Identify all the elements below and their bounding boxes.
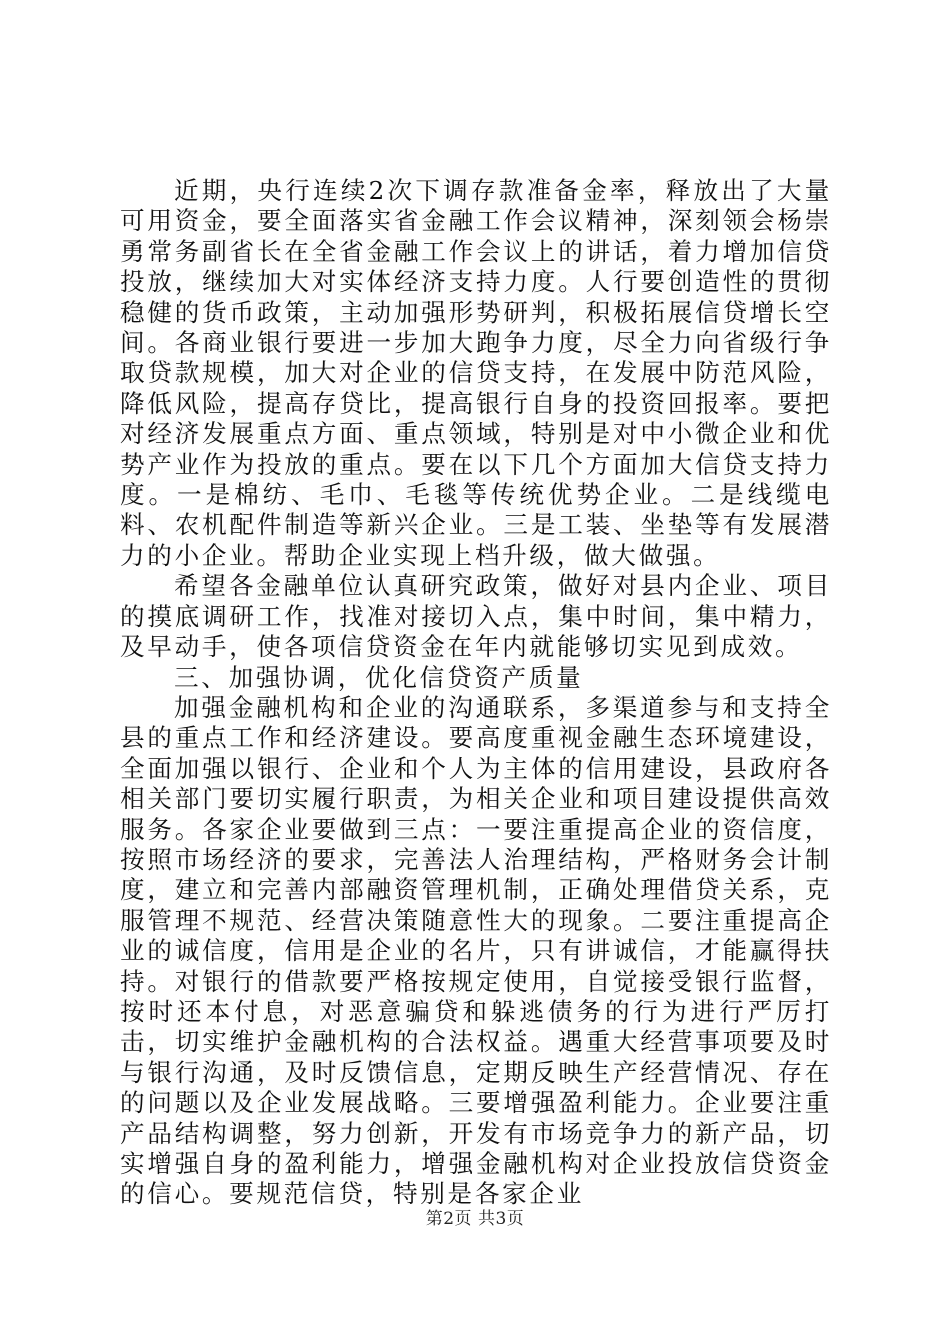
page-footer: 第2页 共3页 xyxy=(425,1209,525,1229)
paragraph-research-policy: 希望各金融单位认真研究政策，做好对县内企业、项目的摸底调研工作，找准对接切入点，集中时间，集中精力，及早动手，使各项信贷资金在年内就能够切实见到成效。 xyxy=(120,571,832,662)
paragraph-credit-support: 近期，央行连续2次下调存款准备金率，释放出了大量可用资金，要全面落实省金融工作会议精神，深刻领会杨崇勇常务副省长在全省金融工作会议上的讲话，着力增加信贷投放，继续加大对实体经济支持力度。人行要创造性的贯彻稳健的货币政策，主动加强形势研判，积极拓展信贷增长空间。各商业银行要进一步加大跑争力度，尽全力向省级行争取贷款规模，加大对企业的信贷支持，在发展中防范风险，降低风险，提高存贷比，提高银行自身的投资回报率。要把对经济发展重点方面、重点领域，特别是对中小微企业和优势产业作为投放的重点。要在以下几个方面加大信贷支持力度。一是棉纺、毛巾、毛毯等传统优势企业。二是线缆电料、农机配件制造等新兴企业。三是工装、坐垫等有发展潜力的小企业。帮助企业实现上档升级，做大做强。 xyxy=(120,176,832,570)
section-heading: 三、加强协调，优化信贷资产质量 xyxy=(174,662,584,692)
document-body xyxy=(120,176,832,1210)
paragraph-coordination: 加强金融机构和企业的沟通联系，多渠道参与和支持全县的重点工作和经济建设。要高度重视金融生态环境建设，全面加强以银行、企业和个人为主体的信用建设，县政府各相关部门要切实履行职责，为相关企业和项目建设提供高效服务。各家企业要做到三点：一要注重提高企业的资信度，按照市场经济的要求，完善法人治理结构，严格财务会计制度，建立和完善内部融资管理机制，正确处理借贷关系，克服管理不规范、经营决策随意性大的现象。二要注重提高企业的诚信度，信用是企业的名片，只有讲诚信，才能赢得扶持。对银行的借款要严格按规定使用，自觉接受银行监督，按时还本付息，对恶意骗贷和躲逃债务的行为进行严厉打击，切实维护金融机构的合法权益。遇重大经营事项要及时与银行沟通，及时反馈信息，定期反映生产经营情况、存在的问题以及企业发展战略。三要增强盈利能力。企业要注重产品结构调整，努力创新，开发有市场竞争力的新产品，切实增强自身的盈利能力，增强金融机构对企业投放信贷资金的信心。要规范信贷，特别是各家企业 xyxy=(120,692,832,1209)
